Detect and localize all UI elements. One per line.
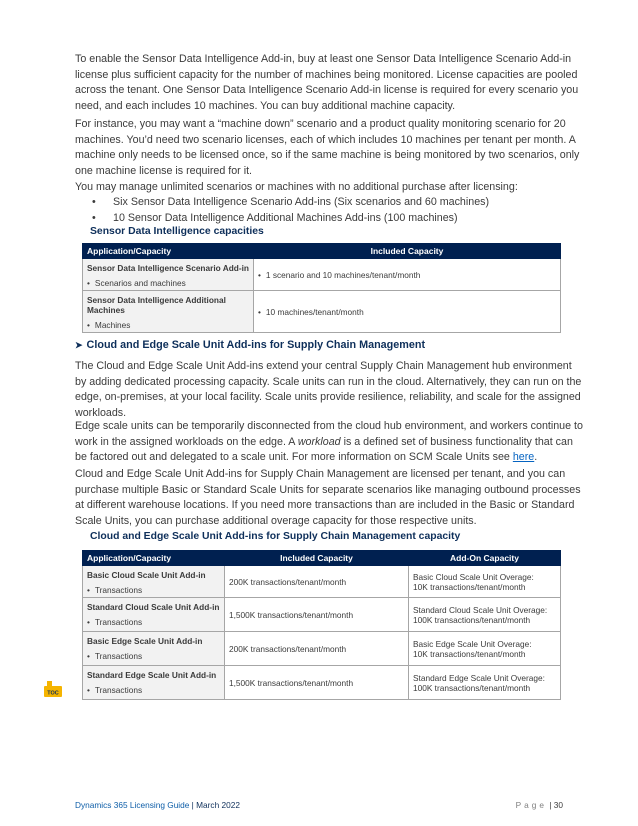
column-header: Application/Capacity [83,551,225,566]
addon-label: Standard Cloud Scale Unit Overage: [413,604,548,615]
emphasis-text: workload [297,435,341,448]
footer-date: March 2022 [196,800,240,810]
included-capacity-cell: 200K transactions/tenant/month [225,566,409,598]
table-header-row [83,551,561,566]
capacity-name-cell [83,598,225,632]
arrow-bullet-icon: ➤ [75,340,83,350]
intro-paragraph-2: For instance, you may want a “machine down” scenario and a product quality monitoring scenario for 20 machines. You’d need two scenario licenses, each of which includes 10 machines per tenant per month. A machine only needs to be licensed once, so if the same machine is being monitored by two scenarios, only one machine license is required for it. [75,118,580,177]
addon-value: 10K transactions/tenant/month [413,648,526,659]
table-row [83,259,561,291]
section-paragraph-2 [75,419,585,466]
capacity-sub-item: • Transactions [87,585,220,595]
capacity-name: Sensor Data Intelligence Additional Machines [87,295,226,315]
table-row [83,566,561,598]
section-heading [75,339,425,351]
capacity-sub-item: • Transactions [87,685,220,695]
addon-value: 100K transactions/tenant/month [413,614,531,625]
capacity-name-cell [83,566,225,598]
footer-left [75,800,240,810]
column-header: Included Capacity [225,551,409,566]
capacity-name-cell [83,259,254,291]
addon-label: Basic Edge Scale Unit Overage: [413,638,532,649]
section-heading-text: Cloud and Edge Scale Unit Add-ins for Supply Chain Management [86,339,426,351]
bullet-item: • 10 Sensor Data Intelligence Additional Machines Add-ins (100 machines) [92,211,489,227]
addon-capacity-cell [409,566,561,598]
footer-right [516,800,563,810]
section-paragraph-1: The Cloud and Edge Scale Unit Add-ins extend your central Supply Chain Management hub environment by adding dedicated processing capacity. Scale units can run in the cloud. Alternatively, they can run on the edge, on-premises, at your local facility. Scale units provide resilience, reliability, and scale for the assigned workloads. [75,360,582,419]
toc-label: TOC [47,690,59,697]
paragraph-text: . [534,451,538,464]
included-capacity-cell: 1,500K transactions/tenant/month [225,666,409,700]
included-capacity: • 1 scenario and 10 machines/tenant/month [258,270,420,280]
capacity-name-cell [83,666,225,700]
column-header: Included Capacity [254,244,561,259]
sdi-table-caption: Sensor Data Intelligence capacities [90,226,264,237]
table-row [83,632,561,666]
addon-label: Standard Edge Scale Unit Overage: [413,672,545,683]
intro-paragraph-3: You may manage unlimited scenarios or machines with no additional purchase after licensing: [75,181,518,193]
paragraph-text: Edge scale units can be temporarily disconnected from the cloud hub environment, and workers continue to work in the assigned workloads on the edge. A [75,420,583,448]
page-number: | 30 [549,800,563,810]
column-header: Application/Capacity [83,244,254,259]
table-row [83,598,561,632]
addon-value: 100K transactions/tenant/month [413,682,531,693]
included-capacity-cell [254,259,561,291]
capacity-sub-item: • Scenarios and machines [87,278,249,288]
intro-paragraph-1: To enable the Sensor Data Intelligence Add-in, buy at least one Sensor Data Intelligence Scenario Add-in license plus sufficient capacity for the number of machines being monitored. License capacities are pooled across the tenant. One Sensor Data Intelligence Scenario Add-in license is required for every scenario you need, and each includes 10 machines. You can buy additional machine capacity. [75,53,579,112]
footer-brand: Dynamics 365 Licensing Guide [75,800,190,810]
table-row [83,291,561,333]
scale-unit-capacity-table [82,550,561,700]
capacity-name-cell [83,632,225,666]
capacity-sub-item: • Transactions [87,617,220,627]
paragraph-text: is a defined set of business functionality that can be factored out and delegated to a scale unit. For more information on SCM Scale Units see [75,435,573,464]
capacity-name: Basic Edge Scale Unit Add-in [87,636,203,646]
capacity-name-cell [83,291,254,333]
scale-table-caption: Cloud and Edge Scale Unit Add-ins for Supply Chain Management capacity [90,531,461,542]
column-header: Add-On Capacity [409,551,561,566]
capacity-name: Standard Edge Scale Unit Add-in [87,670,217,680]
addon-label: Basic Cloud Scale Unit Overage: [413,571,534,582]
table-header-row [83,244,561,259]
capacity-name: Basic Cloud Scale Unit Add-in [87,570,206,580]
addon-value: 10K transactions/tenant/month [413,581,526,592]
table-row [83,666,561,700]
included-capacity: • 10 machines/tenant/month [258,307,364,317]
page-label: Page [515,800,547,810]
addon-capacity-cell [409,598,561,632]
bullet-item: • Six Sensor Data Intelligence Scenario Add-ins (Six scenarios and 60 machines) [92,195,489,211]
capacity-sub-item: • Machines [87,320,249,330]
scenario-bullet-list [92,195,489,226]
included-capacity-cell [254,291,561,333]
capacity-name: Sensor Data Intelligence Scenario Add-in [87,263,249,273]
included-capacity-cell: 1,500K transactions/tenant/month [225,598,409,632]
addon-capacity-cell [409,632,561,666]
included-capacity-cell: 200K transactions/tenant/month [225,632,409,666]
capacity-name: Standard Cloud Scale Unit Add-in [87,602,220,612]
section-paragraph-3: Cloud and Edge Scale Unit Add-ins for Supply Chain Management are licensed per tenant, and you can purchase multiple Basic or Standard Scale Units for separate scenarios like managing outbound processes at different warehouse locations. If you need more transactions than are included in the Basic or Standard Scale Units, you can purchase additional overage capacity for those respective units. [75,468,581,527]
scm-scale-units-link[interactable]: here [512,451,535,464]
toc-icon[interactable] [44,681,62,699]
sdi-capacity-table [82,243,561,333]
footer-separator: | [189,800,197,810]
addon-capacity-cell [409,666,561,700]
capacity-sub-item: • Transactions [87,651,220,661]
